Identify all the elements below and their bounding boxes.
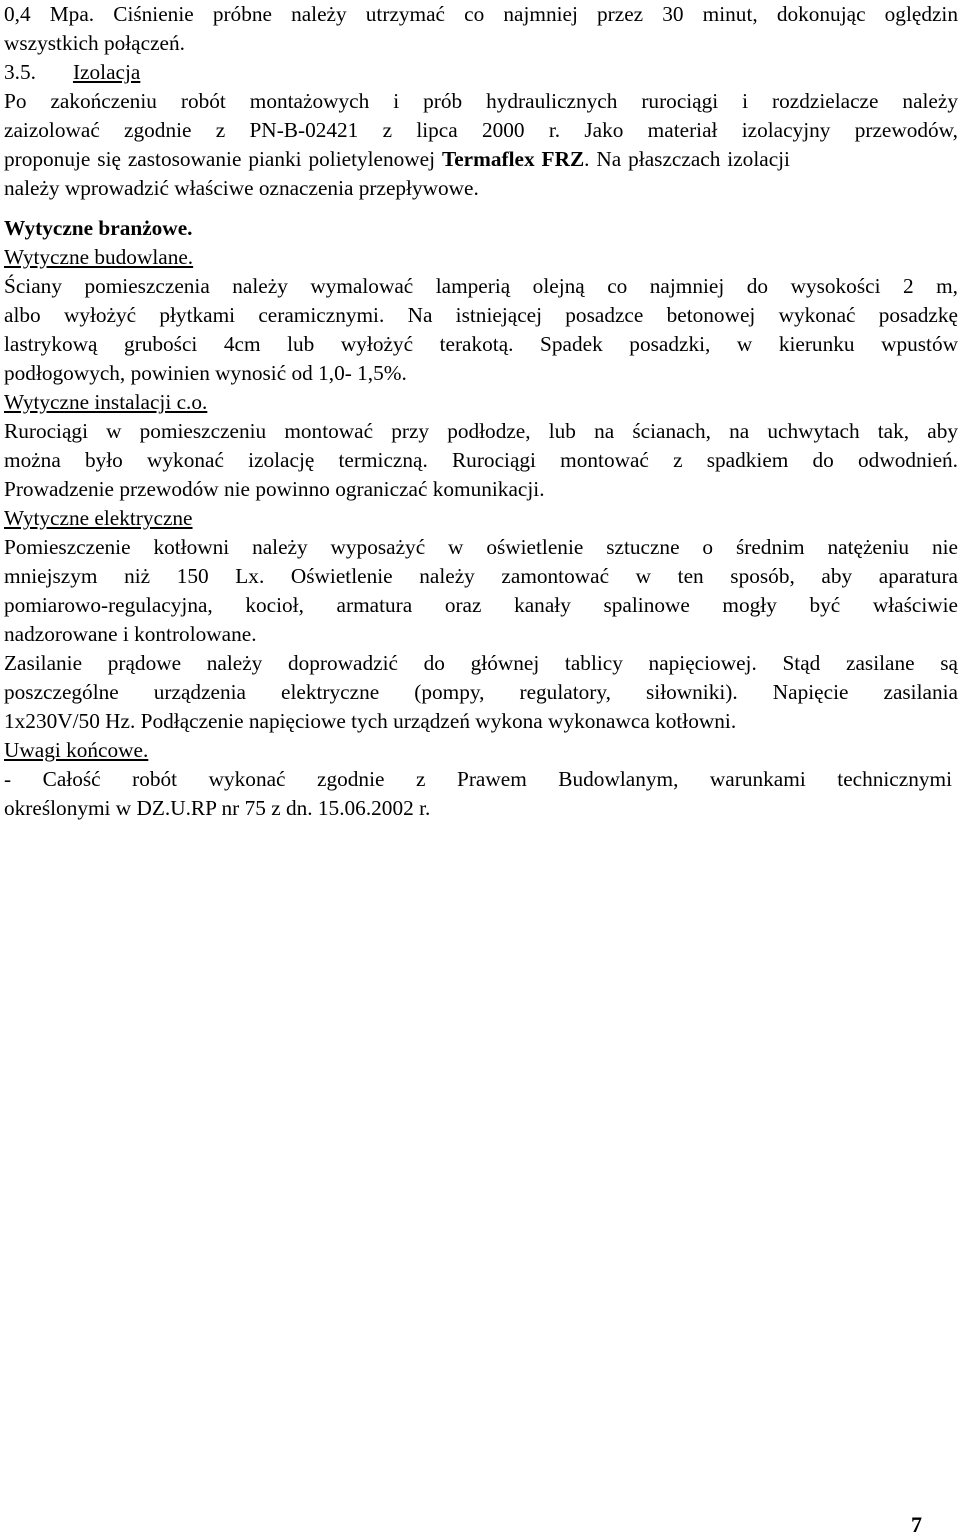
insulation-line-1: Po zakończeniu robót montażowych i prób hydraulicznych rurociągi i rozdzielacze należy (4, 89, 958, 113)
heating-line-2: można było wykonać izolację termiczną. Rurociągi montować z spadkiem do odwodnień. (4, 448, 958, 472)
insulation-section-heading (4, 58, 140, 87)
electrical-line-2: mniejszym niż 150 Lx. Oświetlenie należy zamontować w ten sposób, aby aparatura (4, 564, 958, 588)
insulation-section-number: 3.5. (4, 60, 36, 84)
heating-line-1: Rurociągi w pomieszczeniu montować przy podłodze, lub na ścianach, na uchwytach tak, aby (4, 419, 958, 443)
insulation-line-2: zaizolować zgodnie z PN-B-02421 z lipca 2000 r. Jako materiał izolacyjny przewodów, (4, 118, 958, 142)
product-name: Termaflex FRZ (441, 147, 585, 171)
electrical-line-6: poszczególne urządzenia elektryczne (pompy, regulatory, siłowniki). Napięcie zasilania (4, 680, 958, 704)
electrical-line-4: nadzorowane i kontrolowane. (4, 622, 257, 646)
construction-line-4: podłogowych, powinien wynosić od 1,0- 1,5%. (4, 361, 407, 385)
final-remarks-heading: Uwagi końcowe. (4, 738, 149, 762)
electrical-line-1: Pomieszczenie kotłowni należy wyposażyć w oświetlenie sztuczne o średnim natężeniu nie (4, 535, 958, 559)
electrical-heading: Wytyczne elektryczne (4, 506, 193, 530)
construction-heading: Wytyczne budowlane. (4, 245, 194, 269)
construction-line-3: lastrykową grubości 4cm lub wyłożyć terakotą. Spadek posadzki, w kierunku wpustów (4, 332, 958, 356)
insulation-line-3: proponuje się zastosowanie pianki polietylenowej Termaflex FRZ. Na płaszczach izolacji (4, 147, 790, 171)
construction-line-2: albo wyłożyć płytkami ceramicznymi. Na istniejącej posadzce betonowej wykonać posadzkę (4, 303, 958, 327)
heating-heading: Wytyczne instalacji c.o. (4, 390, 208, 414)
heating-line-3: Prowadzenie przewodów nie powinno ograniczać komunikacji. (4, 477, 545, 501)
page-number: 7 (911, 1512, 922, 1537)
construction-line-1: Ściany pomieszczenia należy wymalować lamperią olejną co najmniej do wysokości 2 m, (4, 274, 958, 298)
pressure-test-line-1: 0,4 Mpa. Ciśnienie próbne należy utrzymać co najmniej przez 30 minut, dokonując oględzin (4, 2, 958, 26)
electrical-line-5: Zasilanie prądowe należy doprowadzić do głównej tablicy napięciowej. Stąd zasilane są (4, 651, 958, 675)
electrical-line-7: 1x230V/50 Hz. Podłączenie napięciowe tych urządzeń wykona wykonawca kotłowni. (4, 709, 737, 733)
final-remarks-line-2: określonymi w DZ.U.RP nr 75 z dn. 15.06.2002 r. (4, 796, 431, 820)
insulation-line-4: należy wprowadzić właściwe oznaczenia przepływowe. (4, 176, 479, 200)
insulation-heading: Izolacja (72, 60, 141, 84)
electrical-line-3: pomiarowo-regulacyjna, kocioł, armatura oraz kanały spalinowe mogły być właściwie (4, 593, 958, 617)
guidelines-heading: Wytyczne branżowe. (4, 216, 193, 240)
final-remarks-line-1: - Całość robót wykonać zgodnie z Prawem Budowlanym, warunkami technicznymi (4, 767, 952, 791)
pressure-test-line-2: wszystkich połączeń. (4, 31, 185, 55)
